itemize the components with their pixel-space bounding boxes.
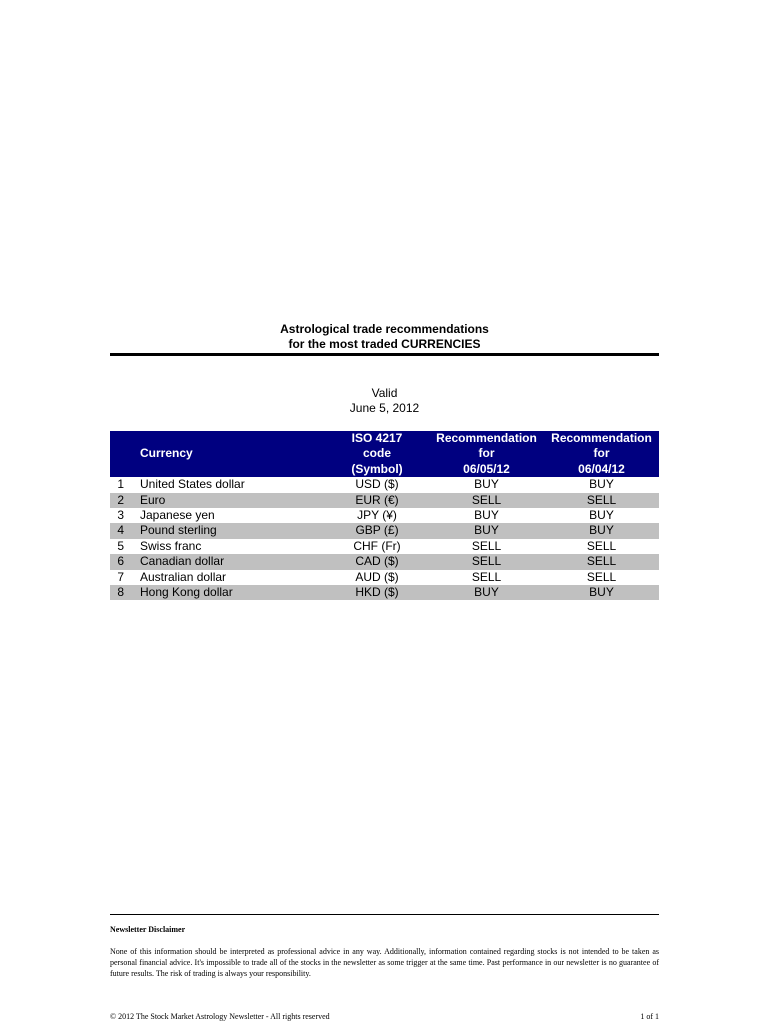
currency-code: AUD ($): [355, 569, 399, 584]
recommendation-previous: SELL: [586, 569, 617, 584]
currency-code: JPY (¥): [357, 508, 397, 523]
currency-name: Japanese yen: [140, 508, 215, 523]
valid-date: June 5, 2012: [349, 401, 420, 415]
header-rec2-line-2: for: [593, 446, 610, 461]
recommendation-current: SELL: [429, 493, 544, 508]
footer-page-number: 1 of 1: [640, 1012, 659, 1021]
recommendation-previous: SELL: [544, 554, 659, 569]
currency-name: United States dollar: [140, 477, 245, 492]
currency-code: CAD ($): [325, 554, 429, 569]
disclaimer-divider: [110, 914, 659, 915]
recommendation-previous: BUY: [589, 477, 614, 492]
currency-code: USD ($): [355, 477, 399, 492]
header-iso-line-2: code: [362, 446, 391, 461]
recommendation-current: BUY: [429, 585, 544, 600]
header-iso-line-3: (Symbol): [351, 461, 403, 476]
header-rec1-line-2: for: [478, 446, 495, 461]
document-title: [110, 322, 659, 352]
row-number: 1: [117, 477, 124, 492]
header-recommendation-previous: [544, 431, 659, 477]
valid-block: [110, 386, 659, 416]
row-number: 6: [110, 554, 130, 569]
row-number: 3: [117, 508, 124, 523]
row-number: 2: [110, 493, 130, 508]
recommendation-current: BUY: [474, 508, 499, 523]
table-row: [110, 554, 659, 569]
recommendation-previous: SELL: [586, 538, 617, 553]
header-iso-line-1: ISO 4217: [351, 431, 403, 445]
table-header-row: [110, 431, 659, 477]
title-line-1: Astrological trade recommendations: [280, 322, 489, 336]
row-number: 7: [117, 569, 124, 584]
header-rec2-line-1: Recommendation: [551, 431, 652, 445]
recommendation-current: SELL: [471, 569, 502, 584]
recommendation-previous: SELL: [544, 493, 659, 508]
recommendation-current: SELL: [471, 538, 502, 553]
recommendation-previous: BUY: [589, 508, 614, 523]
currency-name: Hong Kong dollar: [130, 585, 325, 600]
currency-code: HKD ($): [325, 585, 429, 600]
header-recommendation-current: [429, 431, 544, 477]
disclaimer-body: None of this information should be interpreted as professional advice in any way. Additionally, information contained regarding stocks is not intended to be taken as personal financial advice. It's impossible to trade all of the stocks in the newsletter as some trigger at the same time. Past performance in our newsletter is no guarantee of future results. The risk of trading is always your responsibility.: [110, 947, 659, 978]
table-row: [110, 508, 659, 523]
table-row: [110, 493, 659, 508]
row-number: 5: [117, 538, 124, 553]
currency-name: Australian dollar: [140, 569, 227, 584]
recommendation-previous: BUY: [544, 585, 659, 600]
table-row: [110, 523, 659, 538]
header-iso-code: [325, 431, 429, 477]
recommendation-current: SELL: [429, 554, 544, 569]
row-number: 8: [110, 585, 130, 600]
recommendation-previous: BUY: [544, 523, 659, 538]
header-currency: Currency: [130, 431, 325, 477]
header-rec1-line-1: Recommendation: [436, 431, 537, 445]
row-number: 4: [110, 523, 130, 538]
header-rec2-line-3: 06/04/12: [578, 461, 625, 476]
currency-name: Swiss franc: [140, 538, 202, 553]
valid-label: Valid: [371, 386, 398, 400]
currency-name: Pound sterling: [130, 523, 325, 538]
recommendation-current: BUY: [474, 477, 499, 492]
header-rec1-line-3: 06/05/12: [463, 461, 510, 476]
title-line-2: for the most traded CURRENCIES: [288, 337, 481, 351]
currency-name: Canadian dollar: [130, 554, 325, 569]
table-row: [110, 570, 659, 585]
currency-code: GBP (£): [325, 523, 429, 538]
currency-name: Euro: [130, 493, 325, 508]
table-row: [110, 477, 659, 492]
table-row: [110, 539, 659, 554]
currency-table: [110, 431, 659, 600]
table-row: [110, 585, 659, 600]
footer-copyright: © 2012 The Stock Market Astrology Newsletter - All rights reserved: [110, 1012, 330, 1021]
recommendation-current: BUY: [429, 523, 544, 538]
currency-code: CHF (Fr): [353, 538, 401, 553]
header-num: [110, 431, 130, 477]
title-divider: [110, 353, 659, 356]
disclaimer-heading: Newsletter Disclaimer: [110, 925, 186, 934]
currency-code: EUR (€): [325, 493, 429, 508]
